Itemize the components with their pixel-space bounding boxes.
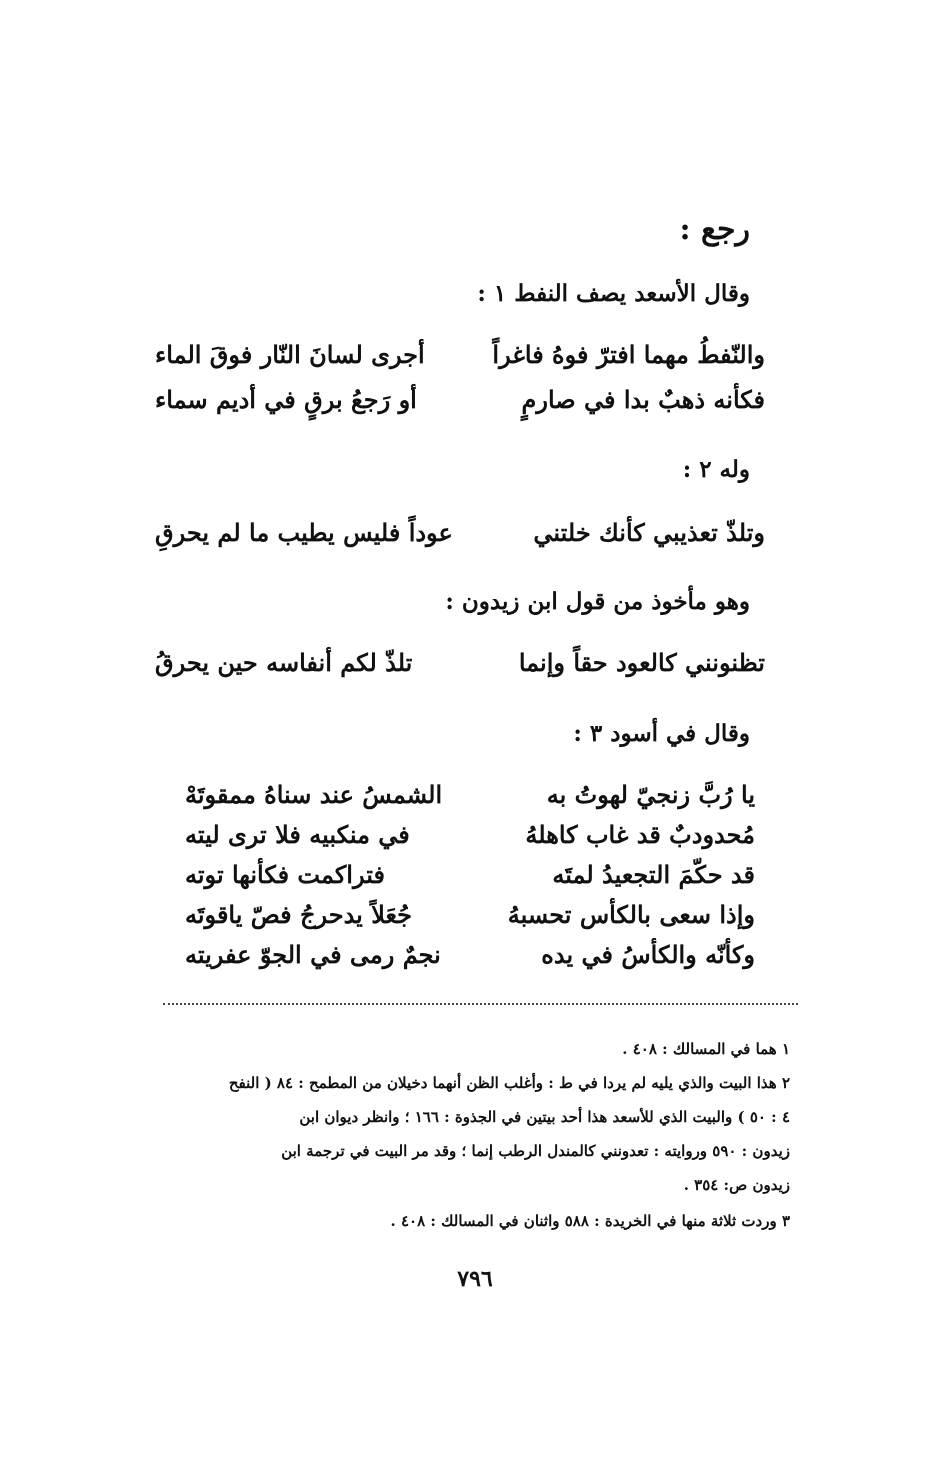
verse-first-hemistich: قد حكّمَ التجعيدُ لمتَه [552, 860, 755, 889]
footnote-line: ٣ وردت ثلاثة منها في الخريدة : ٥٨٨ واثنان في المسالك : ٤٠٨ . [390, 1212, 790, 1230]
footnote-line: زيدون ص: ٣٥٤ . [683, 1176, 790, 1194]
verse-second-hemistich: الشمسُ عند سناهُ ممقوتَهْ [185, 780, 443, 809]
verse-first-hemistich: وتلذّ تعذيبي كأنك خلتني [533, 518, 765, 547]
verse-first-hemistich: يا رُبَّ زنجيّ لهوتُ به [546, 780, 755, 809]
intro-line-2: وله ٢ : [682, 456, 750, 483]
verse-first-hemistich: مُحدودبٌ قد غاب كاهلهُ [525, 820, 755, 849]
footnote-line: ١ هما في المسالك : ٤٠٨ . [622, 1040, 790, 1058]
intro-line-1: وقال الأسعد يصف النفط ١ : [477, 280, 750, 307]
verse-second-hemistich: تلذّ لكم أنفاسه حين يحرقُ [155, 648, 413, 677]
footnote-line: ٤ : ٥٠ ) والبيت الذي للأسعد هذا أحد بيتين في الجذوة : ١٦٦ ؛ وانظر ديوان ابن [299, 1108, 790, 1126]
page-number: ٧٩٦ [457, 1266, 493, 1292]
verse-second-hemistich: جُعَلاً يدحرجُ فصّ ياقوتَه [185, 900, 412, 929]
verse-second-hemistich: عوداً فليس يطيب ما لم يحرقِ [155, 518, 453, 547]
footnote-line: زيدون : ٥٩٠ وروايته : تعدونني كالمندل الرطب إنما ؛ وقد مر البيت في ترجمة ابن [281, 1142, 790, 1160]
verse-second-hemistich: فتراكمت فكأنها توته [185, 860, 385, 889]
verse-first-hemistich: وإذا سعى بالكأس تحسبهُ [507, 900, 755, 929]
intro-line-4: وقال في أسود ٣ : [573, 720, 750, 747]
verse-first-hemistich: وكأنّه والكأسُ في يده [541, 940, 755, 969]
verse-first-hemistich: والنّفطُ مهما افترّ فوهُ فاغراً [492, 340, 765, 369]
verse-second-hemistich: نجمٌ رمى في الجوّ عفريته [185, 940, 441, 969]
verse-second-hemistich: في منكبيه فلا ترى ليته [185, 820, 410, 849]
verse-first-hemistich: تظنونني كالعود حقاً وإنما [518, 648, 765, 677]
verse-first-hemistich: فكأنه ذهبٌ بدا في صارمٍ [521, 385, 765, 414]
footnote-separator [163, 1003, 798, 1005]
verse-second-hemistich: أو رَجعُ برقٍ في أديم سماء [155, 385, 417, 414]
footnote-line: ٢ هذا البيت والذي يليه لم يردا في ط : وأغلب الظن أنهما دخيلان من المطمح : ٨٤ ( النفح [228, 1074, 790, 1092]
intro-line-3: وهو مأخوذ من قول ابن زيدون : [445, 588, 750, 615]
section-heading: رجع : [679, 212, 750, 247]
verse-second-hemistich: أجرى لسانَ النّار فوقَ الماء [155, 340, 425, 369]
